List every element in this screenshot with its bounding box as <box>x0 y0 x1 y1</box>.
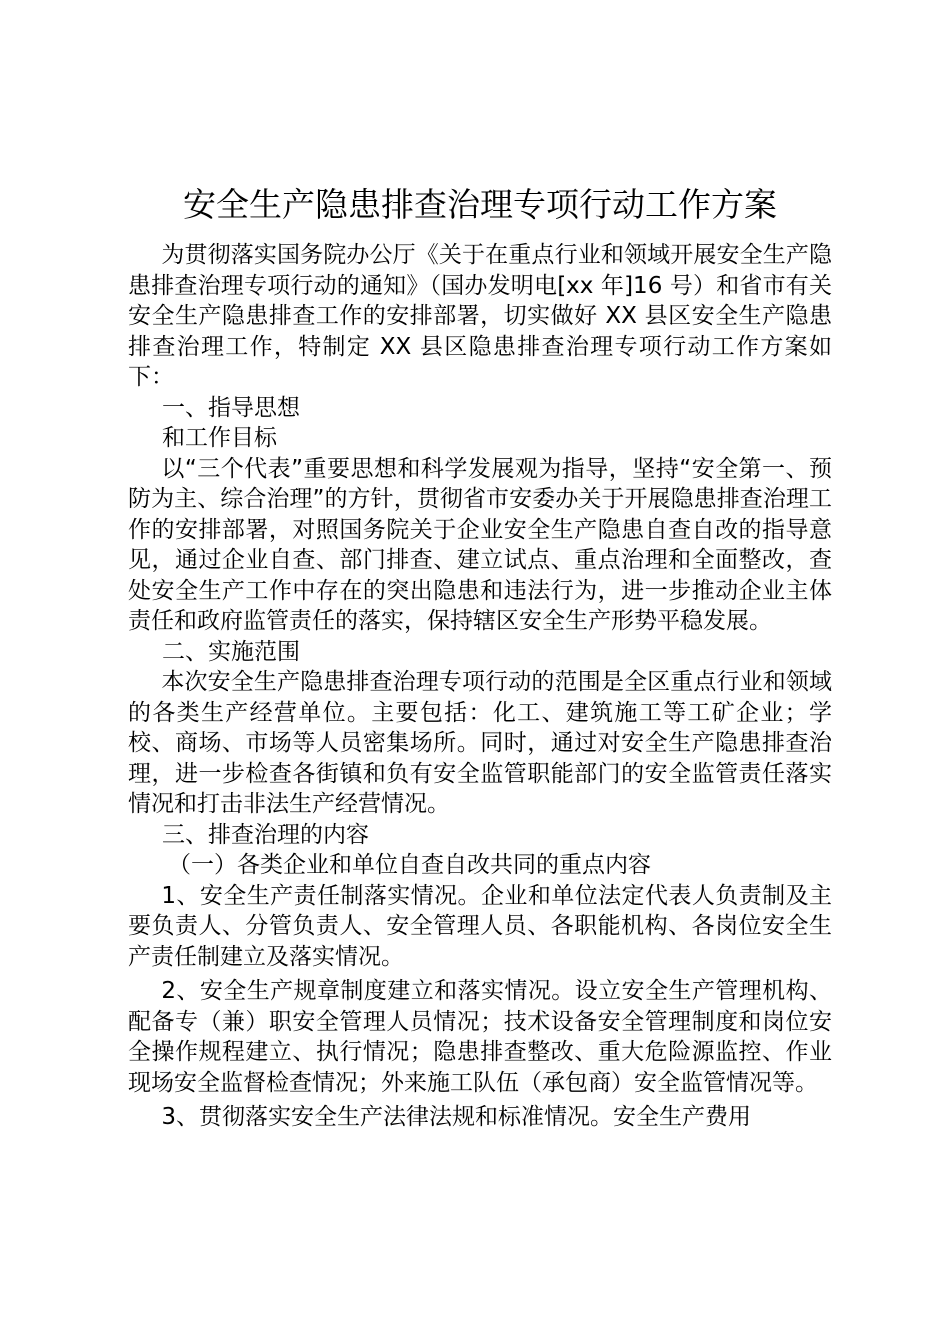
subsection-heading-common-items: （一）各类企业和单位自查自改共同的重点内容 <box>168 852 651 878</box>
section-heading-content: 三、排查治理的内容 <box>162 821 369 848</box>
scope-paragraph: 本次安全生产隐患排查治理专项行动的范围是全区重点行业和领域的各类生产经营单位。主要包括：化工、建筑施工等工矿企业；学校、商场、市场等人员密集场所。同时，通过对安全生产隐患排查治理，进一步检查各街镇和负有安全监管职能部门的安全监管责任落实情况和打击非法生产经营情况。 <box>128 669 832 817</box>
item-responsibility-system: 1、安全生产责任制落实情况。企业和单位法定代表人负责制及主要负责人、分管负责人、安全管理人员、各职能机构、各岗位安全生产责任制建立及落实情况。 <box>128 882 832 970</box>
section-heading-work-goals: 和工作目标 <box>162 425 277 451</box>
intro-paragraph: 为贯彻落实国务院办公厅《关于在重点行业和领域开展安全生产隐患排查治理专项行动的通知》（国办发明电[xx 年]16 号）和省市有关安全生产隐患排查工作的安排部署，切实做好 XX 县区安全生产隐患排查治理工作，特制定 XX 县区隐患排查治理专项行动工作方案如下： <box>128 242 832 390</box>
guiding-ideology-paragraph: 以“三个代表”重要思想和科学发展观为指导，坚持“安全第一、预防为主、综合治理”的方针，贯彻省市安委办关于开展隐患排查治理工作的安排部署，对照国务院关于企业安全生产隐患自查自改的指导意见，通过企业自查、部门排查、建立试点、重点治理和全面整改，查处安全生产工作中存在的突出隐患和违法行为，进一步推动企业主体责任和政府监管责任的落实，保持辖区安全生产形势平稳发展。 <box>128 455 832 634</box>
section-heading-scope: 二、实施范围 <box>162 638 300 665</box>
item-laws-and-standards: 3、贯彻落实安全生产法律法规和标准情况。安全生产费用 <box>161 1104 751 1130</box>
document-page <box>128 178 832 1133</box>
item-rules-and-regulations: 2、安全生产规章制度建立和落实情况。设立安全生产管理机构、配备专（兼）职安全管理人员情况；技术设备安全管理制度和岗位安全操作规程建立、执行情况；隐患排查整改、重大危险源监控、作业现场安全监督检查情况；外来施工队伍（承包商）安全监管情况等。 <box>128 978 832 1096</box>
section-heading-guiding-ideology: 一、指导思想 <box>162 394 300 421</box>
document-title: 安全生产隐患排查治理专项行动工作方案 <box>183 185 777 224</box>
